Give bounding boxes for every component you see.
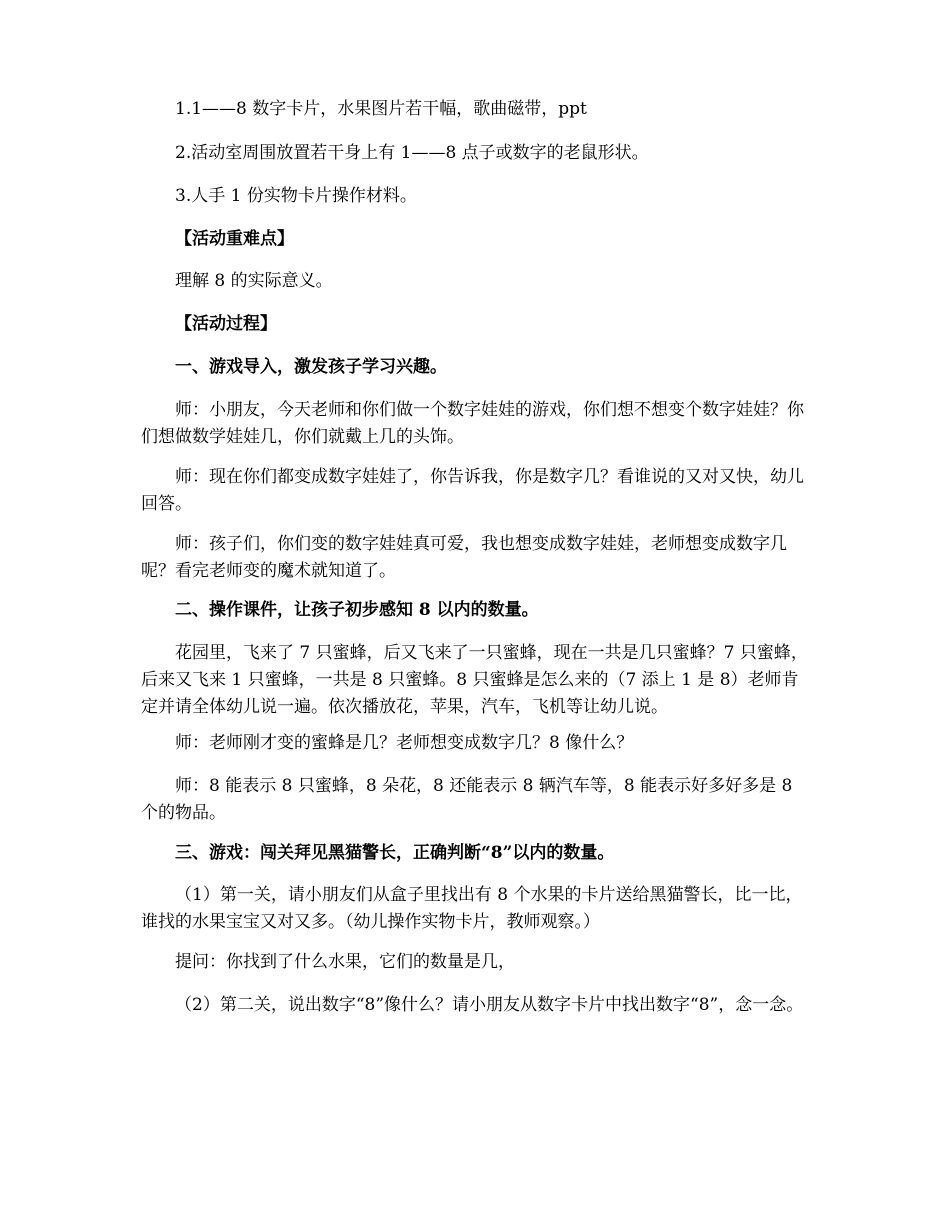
difficulty-text: 理解 8 的实际意义。	[175, 271, 333, 291]
materials-1: 1.1——8 数字卡片，水果图片若干幅，歌曲磁带，ppt	[175, 99, 587, 119]
section-3-p1: （1）第一关，请小朋友们从盒子里找出有 8 个水果的卡片送给黑猫警长，比一比，谁找的水果宝宝又对又多。（幼儿操作实物卡片，教师观察。）	[141, 885, 803, 932]
section-2-title: 二、操作课件，让孩子初步感知 8 以内的数量。	[175, 600, 539, 620]
section-3-p2: 提问：你找到了什么水果，它们的数量是几，	[175, 952, 515, 972]
materials-3: 3.人手 1 份实物卡片操作材料。	[175, 186, 417, 206]
section-1-p1: 师：小朋友，今天老师和你们做一个数字娃娃的游戏，你们想不想变个数字娃娃？你们想做数学娃娃几，你们就戴上几的头饰。	[141, 400, 804, 447]
heading-process: 【活动过程】	[175, 314, 277, 334]
materials-2: 2.活动室周围放置若干身上有 1——8 点子或数字的老鼠形状。	[175, 143, 649, 163]
heading-difficulty: 【活动重难点】	[175, 229, 294, 249]
section-2-p2: 师：老师刚才变的蜜蜂是几？老师想变成数字几？8 像什么？	[175, 733, 634, 753]
section-3-title: 三、游戏：闯关拜见黑猫警长，正确判断“8”以内的数量。	[175, 843, 615, 863]
section-1-title: 一、游戏导入，激发孩子学习兴趣。	[175, 357, 447, 377]
section-1-p2: 师：现在你们都变成数字娃娃了，你告诉我，你是数字几？看谁说的又对又快，幼儿回答。	[141, 467, 804, 514]
section-2-p3: 师：8 能表示 8 只蜜蜂，8 朵花，8 还能表示 8 辆汽车等，8 能表示好多好多是 8 个的物品。	[141, 776, 793, 823]
section-2-p1: 花园里，飞来了 7 只蜜蜂，后又飞来了一只蜜蜂，现在一共是几只蜜蜂？7 只蜜蜂，后来又飞来 1 只蜜蜂，一共是 8 只蜜蜂。8 只蜜蜂是怎么来的（7 添上 1 是 8）老师肯定并请全体幼儿说一遍。依次播放花，苹果，汽车，飞机等让幼儿说。	[141, 643, 808, 717]
section-3-p3: （2）第二关，说出数字“8”像什么？请小朋友从数字卡片中找出数字“8”，念一念。	[175, 995, 804, 1015]
section-1-p3: 师：孩子们，你们变的数字娃娃真可爱，我也想变成数字娃娃，老师想变成数字几呢？看完老师变的魔术就知道了。	[141, 534, 787, 581]
